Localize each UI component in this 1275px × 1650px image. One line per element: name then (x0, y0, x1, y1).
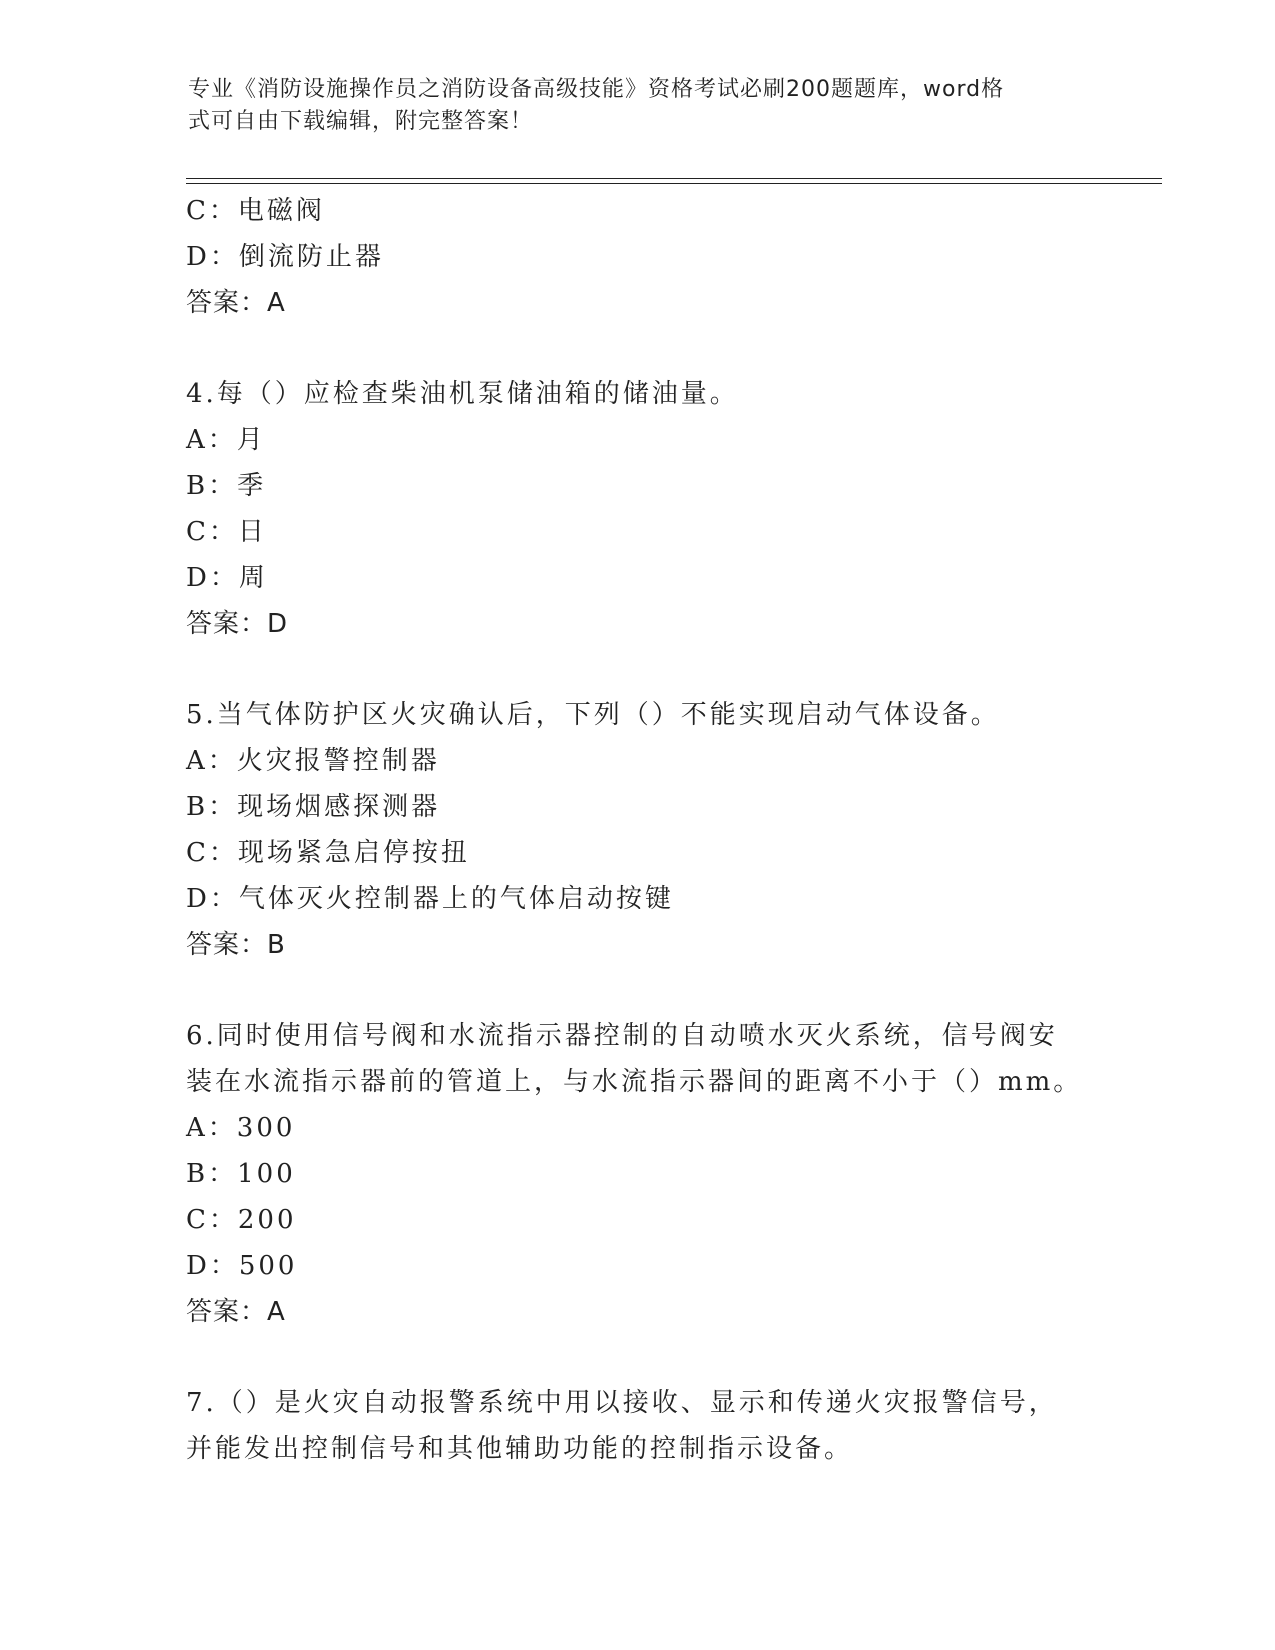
question-stem: 4.每（）应检查柴油机泵储油箱的储油量。 (186, 379, 739, 409)
option-c: C：电磁阀 (186, 196, 325, 226)
answer: 答案：A (186, 1297, 286, 1327)
question-stem-line-1: 7.（）是火灾自动报警系统中用以接收、显示和传递火灾报警信号， (186, 1388, 1058, 1418)
question-4 (186, 371, 1086, 647)
question-stem-line-1: 6.同时使用信号阀和水流指示器控制的自动喷水灭火系统，信号阀安 (186, 1021, 1058, 1051)
spacer (186, 326, 1086, 371)
question-7 (186, 1380, 1086, 1472)
option-b: B：季 (186, 471, 267, 501)
question-stem-line-2: 装在水流指示器前的管道上，与水流指示器间的距离不小于（）mm。 (186, 1067, 1083, 1097)
answer: 答案：D (186, 609, 289, 639)
question-stem-line-2: 并能发出控制信号和其他辅助功能的控制指示设备。 (186, 1434, 854, 1464)
option-a: A：火灾报警控制器 (186, 746, 440, 776)
option-d: D：周 (186, 563, 268, 593)
page-header (188, 74, 1068, 138)
header-divider-bottom (186, 183, 1162, 184)
option-c: C：日 (186, 517, 267, 547)
option-a: A：月 (186, 425, 266, 455)
option-d: D：倒流防止器 (186, 242, 384, 272)
header-divider-top (186, 178, 1162, 179)
option-c: C：200 (186, 1205, 297, 1235)
option-b: B：100 (186, 1159, 296, 1189)
spacer (186, 647, 1086, 692)
option-d: D：500 (186, 1251, 298, 1281)
question-stem: 5.当气体防护区火灾确认后，下列（）不能实现启动气体设备。 (186, 700, 1000, 730)
option-c: C：现场紧急启停按扭 (186, 838, 470, 868)
question-3-partial (186, 188, 1086, 326)
header-line-1: 专业《消防设施操作员之消防设备高级技能》资格考试必刷200题题库，word格 (188, 77, 1005, 102)
answer: 答案：A (186, 288, 286, 318)
spacer (186, 968, 1086, 1013)
question-6 (186, 1013, 1086, 1335)
option-d: D：气体灭火控制器上的气体启动按键 (186, 884, 674, 914)
spacer (186, 1335, 1086, 1380)
option-b: B：现场烟感探测器 (186, 792, 441, 822)
header-line-2: 式可自由下载编辑，附完整答案！ (188, 109, 534, 134)
question-5 (186, 692, 1086, 968)
option-a: A：300 (186, 1113, 296, 1143)
question-list (186, 188, 1086, 1472)
answer: 答案：B (186, 930, 286, 960)
